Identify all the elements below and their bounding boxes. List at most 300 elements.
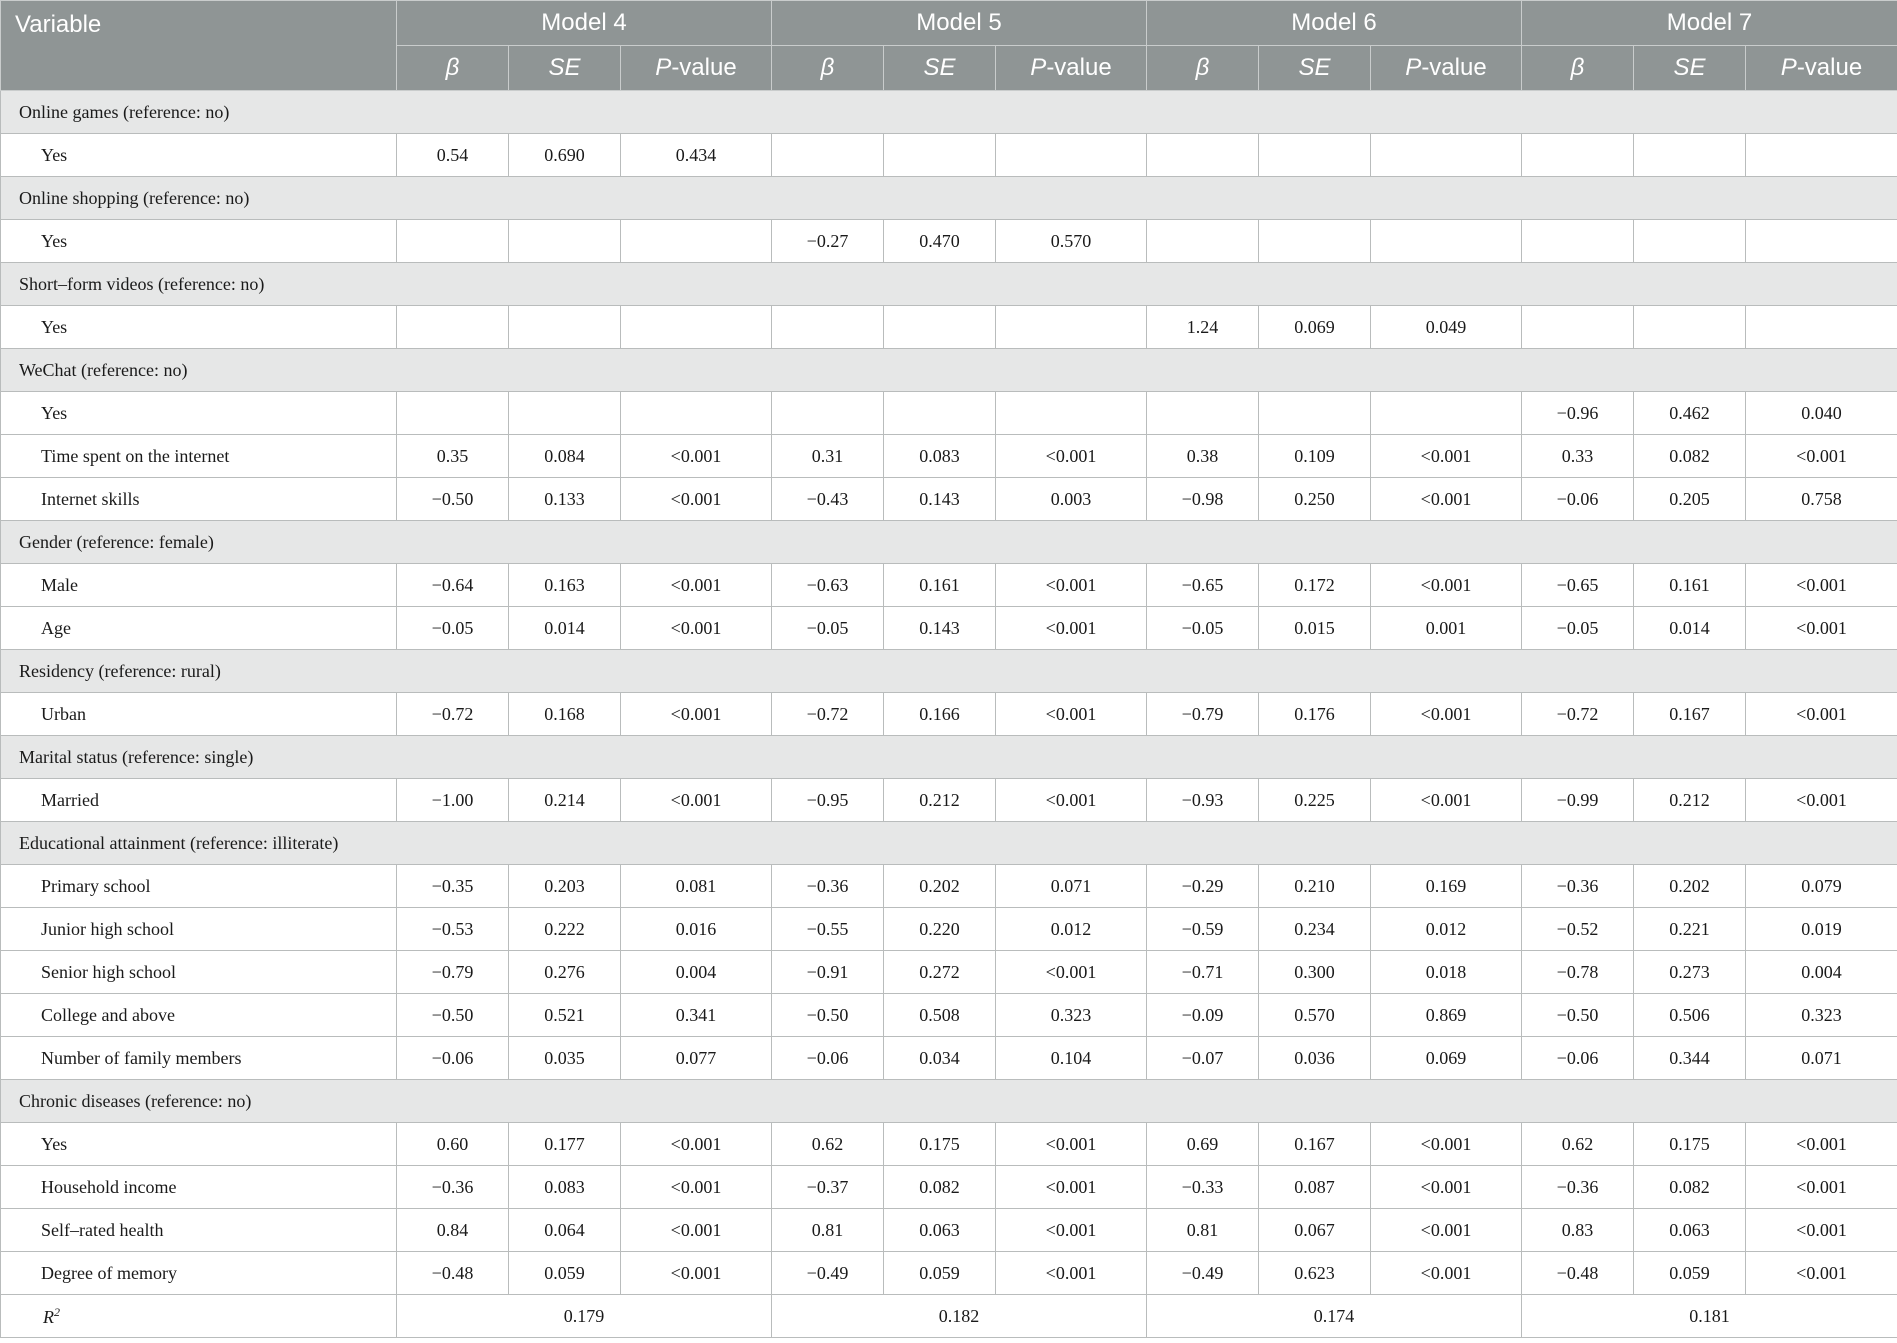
table-cell bbox=[1634, 220, 1746, 263]
table-cell: −0.43 bbox=[772, 478, 884, 521]
table-cell: <0.001 bbox=[996, 1123, 1147, 1166]
table-cell: 0.168 bbox=[509, 693, 621, 736]
table-cell: 0.623 bbox=[1259, 1252, 1371, 1295]
table-cell: <0.001 bbox=[1371, 1123, 1522, 1166]
table-cell: 0.300 bbox=[1259, 951, 1371, 994]
table-cell: <0.001 bbox=[1371, 693, 1522, 736]
stat-header: SE bbox=[509, 46, 621, 91]
table-cell bbox=[509, 392, 621, 435]
table-cell: 0.069 bbox=[1259, 306, 1371, 349]
table-cell bbox=[1147, 220, 1259, 263]
table-cell: 0.203 bbox=[509, 865, 621, 908]
table-cell: −0.05 bbox=[1522, 607, 1634, 650]
r-squared-superscript: 2 bbox=[54, 1304, 60, 1319]
row-label: Yes bbox=[1, 134, 397, 177]
table-cell: −0.06 bbox=[772, 1037, 884, 1080]
table-row bbox=[1, 306, 1897, 349]
table-cell: <0.001 bbox=[996, 1166, 1147, 1209]
table-cell: 0.212 bbox=[1634, 779, 1746, 822]
table-cell: 0.221 bbox=[1634, 908, 1746, 951]
table-cell bbox=[1522, 306, 1634, 349]
table-cell: 0.004 bbox=[1746, 951, 1897, 994]
table-cell: 0.869 bbox=[1371, 994, 1522, 1037]
table-cell: −0.05 bbox=[397, 607, 509, 650]
r-squared-row bbox=[1, 1295, 1897, 1338]
table-cell bbox=[1371, 220, 1522, 263]
table-row bbox=[1, 908, 1897, 951]
table-cell: <0.001 bbox=[996, 435, 1147, 478]
table-cell: 0.81 bbox=[1147, 1209, 1259, 1252]
table-cell: −0.37 bbox=[772, 1166, 884, 1209]
table-cell: −0.98 bbox=[1147, 478, 1259, 521]
table-cell: <0.001 bbox=[1746, 1209, 1897, 1252]
table-cell: 0.69 bbox=[1147, 1123, 1259, 1166]
table-cell: <0.001 bbox=[996, 693, 1147, 736]
table-cell: 0.082 bbox=[884, 1166, 996, 1209]
table-cell: <0.001 bbox=[621, 693, 772, 736]
r-squared-value: 0.181 bbox=[1522, 1295, 1897, 1338]
section-label: WeChat (reference: no) bbox=[1, 349, 1897, 392]
table-row bbox=[1, 1252, 1897, 1295]
table-cell: 0.082 bbox=[1634, 1166, 1746, 1209]
section-row bbox=[1, 736, 1897, 779]
table-cell bbox=[509, 220, 621, 263]
table-cell bbox=[621, 392, 772, 435]
table-cell: −0.63 bbox=[772, 564, 884, 607]
table-cell: <0.001 bbox=[996, 1209, 1147, 1252]
table-cell: <0.001 bbox=[621, 607, 772, 650]
table-cell: <0.001 bbox=[1746, 1166, 1897, 1209]
table-cell: 0.344 bbox=[1634, 1037, 1746, 1080]
table-cell: 0.54 bbox=[397, 134, 509, 177]
table-row bbox=[1, 607, 1897, 650]
table-cell: 0.33 bbox=[1522, 435, 1634, 478]
table-row bbox=[1, 220, 1897, 263]
table-cell: 0.202 bbox=[1634, 865, 1746, 908]
table-cell bbox=[884, 134, 996, 177]
table-cell: 0.012 bbox=[1371, 908, 1522, 951]
section-label: Short–form videos (reference: no) bbox=[1, 263, 1897, 306]
table-cell: 0.084 bbox=[509, 435, 621, 478]
section-row bbox=[1, 1080, 1897, 1123]
section-label: Marital status (reference: single) bbox=[1, 736, 1897, 779]
table-cell: 0.272 bbox=[884, 951, 996, 994]
table-cell: 0.059 bbox=[509, 1252, 621, 1295]
r-squared-label bbox=[1, 1295, 397, 1338]
table-cell: 0.222 bbox=[509, 908, 621, 951]
table-cell: 0.434 bbox=[621, 134, 772, 177]
table-cell: 0.001 bbox=[1371, 607, 1522, 650]
table-cell: 0.143 bbox=[884, 607, 996, 650]
table-cell: 0.276 bbox=[509, 951, 621, 994]
table-cell: −0.65 bbox=[1522, 564, 1634, 607]
row-label: Number of family members bbox=[1, 1037, 397, 1080]
table-cell: −0.36 bbox=[397, 1166, 509, 1209]
table-cell bbox=[1259, 220, 1371, 263]
table-cell: 0.071 bbox=[996, 865, 1147, 908]
table-cell: 0.077 bbox=[621, 1037, 772, 1080]
table-cell bbox=[1522, 220, 1634, 263]
table-cell: 0.104 bbox=[996, 1037, 1147, 1080]
table-cell bbox=[1634, 134, 1746, 177]
table-cell: <0.001 bbox=[1746, 607, 1897, 650]
table-row bbox=[1, 1123, 1897, 1166]
table-cell bbox=[772, 306, 884, 349]
table-cell: 0.175 bbox=[1634, 1123, 1746, 1166]
table-cell: 0.069 bbox=[1371, 1037, 1522, 1080]
table-row bbox=[1, 392, 1897, 435]
table-cell: <0.001 bbox=[996, 607, 1147, 650]
table-cell bbox=[621, 220, 772, 263]
table-cell: −0.72 bbox=[397, 693, 509, 736]
table-cell: −0.48 bbox=[397, 1252, 509, 1295]
table-cell: <0.001 bbox=[621, 779, 772, 822]
table-cell: 0.690 bbox=[509, 134, 621, 177]
table-cell: 0.220 bbox=[884, 908, 996, 951]
table-cell: 0.034 bbox=[884, 1037, 996, 1080]
section-row bbox=[1, 521, 1897, 564]
table-cell bbox=[1259, 392, 1371, 435]
table-cell: 0.063 bbox=[884, 1209, 996, 1252]
table-cell: 0.506 bbox=[1634, 994, 1746, 1037]
table-cell bbox=[397, 220, 509, 263]
row-label: Time spent on the internet bbox=[1, 435, 397, 478]
section-row bbox=[1, 650, 1897, 693]
table-cell: <0.001 bbox=[1371, 1166, 1522, 1209]
table-cell: <0.001 bbox=[621, 1252, 772, 1295]
table-cell: 0.016 bbox=[621, 908, 772, 951]
stat-header: β bbox=[397, 46, 509, 91]
table-cell: −0.55 bbox=[772, 908, 884, 951]
table-cell: <0.001 bbox=[621, 564, 772, 607]
table-cell: 0.470 bbox=[884, 220, 996, 263]
table-cell: 0.063 bbox=[1634, 1209, 1746, 1252]
table-cell: −0.78 bbox=[1522, 951, 1634, 994]
model-header: Model 7 bbox=[1522, 1, 1897, 46]
table-cell: −0.48 bbox=[1522, 1252, 1634, 1295]
table-row bbox=[1, 951, 1897, 994]
table-cell bbox=[1147, 392, 1259, 435]
table-cell: −0.36 bbox=[1522, 865, 1634, 908]
table-cell bbox=[884, 392, 996, 435]
table-cell bbox=[884, 306, 996, 349]
stat-header: P-value bbox=[996, 46, 1147, 91]
table-cell: 0.205 bbox=[1634, 478, 1746, 521]
stat-header: β bbox=[772, 46, 884, 91]
section-label: Online shopping (reference: no) bbox=[1, 177, 1897, 220]
table-cell: −0.95 bbox=[772, 779, 884, 822]
table-cell: −0.07 bbox=[1147, 1037, 1259, 1080]
stat-header: β bbox=[1522, 46, 1634, 91]
table-cell: <0.001 bbox=[1371, 1209, 1522, 1252]
table-cell: −0.65 bbox=[1147, 564, 1259, 607]
table-cell bbox=[1522, 134, 1634, 177]
table-cell: −0.06 bbox=[397, 1037, 509, 1080]
table-cell bbox=[772, 134, 884, 177]
table-cell: −0.99 bbox=[1522, 779, 1634, 822]
table-cell: −0.72 bbox=[1522, 693, 1634, 736]
section-label: Online games (reference: no) bbox=[1, 91, 1897, 134]
table-cell: <0.001 bbox=[621, 1209, 772, 1252]
row-label: Male bbox=[1, 564, 397, 607]
table-cell: −0.79 bbox=[397, 951, 509, 994]
table-cell: −0.50 bbox=[397, 478, 509, 521]
table-cell: −0.71 bbox=[1147, 951, 1259, 994]
table-cell: 0.040 bbox=[1746, 392, 1897, 435]
table-row bbox=[1, 994, 1897, 1037]
table-cell bbox=[1147, 134, 1259, 177]
table-cell: <0.001 bbox=[996, 951, 1147, 994]
table-row bbox=[1, 564, 1897, 607]
table-cell: <0.001 bbox=[1746, 779, 1897, 822]
table-cell: <0.001 bbox=[1746, 1123, 1897, 1166]
table-cell: <0.001 bbox=[1371, 435, 1522, 478]
row-label: Degree of memory bbox=[1, 1252, 397, 1295]
table-cell: 0.087 bbox=[1259, 1166, 1371, 1209]
table-cell: 0.083 bbox=[509, 1166, 621, 1209]
table-row bbox=[1, 693, 1897, 736]
table-cell: <0.001 bbox=[996, 779, 1147, 822]
table-cell: −0.96 bbox=[1522, 392, 1634, 435]
table-cell bbox=[996, 134, 1147, 177]
table-cell: <0.001 bbox=[1746, 564, 1897, 607]
table-cell: −0.93 bbox=[1147, 779, 1259, 822]
model-header: Model 6 bbox=[1147, 1, 1522, 46]
stat-header: P-value bbox=[621, 46, 772, 91]
section-row bbox=[1, 263, 1897, 306]
table-cell: −0.05 bbox=[1147, 607, 1259, 650]
table-cell bbox=[1371, 134, 1522, 177]
table-cell: 0.60 bbox=[397, 1123, 509, 1166]
table-cell: 0.083 bbox=[884, 435, 996, 478]
table-cell: <0.001 bbox=[996, 1252, 1147, 1295]
table-cell: <0.001 bbox=[1746, 1252, 1897, 1295]
r-squared-symbol: R bbox=[43, 1306, 54, 1327]
table-cell: 0.84 bbox=[397, 1209, 509, 1252]
table-cell: <0.001 bbox=[1746, 693, 1897, 736]
table-row bbox=[1, 478, 1897, 521]
table-row bbox=[1, 779, 1897, 822]
table-cell: 0.059 bbox=[884, 1252, 996, 1295]
table-cell: 0.62 bbox=[1522, 1123, 1634, 1166]
table-cell: −0.06 bbox=[1522, 478, 1634, 521]
table-cell: −0.50 bbox=[772, 994, 884, 1037]
table-cell: −0.29 bbox=[1147, 865, 1259, 908]
table-cell: 0.018 bbox=[1371, 951, 1522, 994]
table-cell: 0.570 bbox=[996, 220, 1147, 263]
table-cell: −0.72 bbox=[772, 693, 884, 736]
table-cell bbox=[772, 392, 884, 435]
table-cell: −0.59 bbox=[1147, 908, 1259, 951]
table-cell bbox=[996, 392, 1147, 435]
table-row bbox=[1, 1166, 1897, 1209]
table-cell: 0.225 bbox=[1259, 779, 1371, 822]
table-cell: 0.214 bbox=[509, 779, 621, 822]
table-cell: 0.31 bbox=[772, 435, 884, 478]
table-cell: 0.109 bbox=[1259, 435, 1371, 478]
table-cell: −0.33 bbox=[1147, 1166, 1259, 1209]
row-label: Yes bbox=[1, 220, 397, 263]
table-cell: <0.001 bbox=[1371, 564, 1522, 607]
table-cell: −0.52 bbox=[1522, 908, 1634, 951]
section-label: Educational attainment (reference: illiterate) bbox=[1, 822, 1897, 865]
model-header: Model 5 bbox=[772, 1, 1147, 46]
table-row bbox=[1, 1037, 1897, 1080]
table-cell: −0.05 bbox=[772, 607, 884, 650]
table-cell: 0.035 bbox=[509, 1037, 621, 1080]
row-label: Internet skills bbox=[1, 478, 397, 521]
row-label: College and above bbox=[1, 994, 397, 1037]
table-cell: −0.09 bbox=[1147, 994, 1259, 1037]
table-cell: −0.53 bbox=[397, 908, 509, 951]
section-row bbox=[1, 822, 1897, 865]
table-cell: 0.004 bbox=[621, 951, 772, 994]
table-cell: 0.341 bbox=[621, 994, 772, 1037]
table-cell: <0.001 bbox=[1371, 478, 1522, 521]
table-cell bbox=[1746, 306, 1897, 349]
table-cell: 0.143 bbox=[884, 478, 996, 521]
table-cell: 0.082 bbox=[1634, 435, 1746, 478]
row-label: Yes bbox=[1, 392, 397, 435]
stat-header: P-value bbox=[1746, 46, 1897, 91]
table-cell: 0.234 bbox=[1259, 908, 1371, 951]
table-cell: 0.014 bbox=[509, 607, 621, 650]
row-label: Primary school bbox=[1, 865, 397, 908]
table-cell bbox=[1259, 134, 1371, 177]
table-cell: −0.50 bbox=[1522, 994, 1634, 1037]
table-cell: 1.24 bbox=[1147, 306, 1259, 349]
row-label: Married bbox=[1, 779, 397, 822]
table-cell bbox=[397, 392, 509, 435]
table-cell: 0.133 bbox=[509, 478, 621, 521]
table-cell: 0.323 bbox=[1746, 994, 1897, 1037]
table-cell: 0.059 bbox=[1634, 1252, 1746, 1295]
r-squared-value: 0.182 bbox=[772, 1295, 1147, 1338]
table-cell: 0.250 bbox=[1259, 478, 1371, 521]
table-cell bbox=[996, 306, 1147, 349]
table-cell: −0.91 bbox=[772, 951, 884, 994]
stat-header: β bbox=[1147, 46, 1259, 91]
table-cell: −0.35 bbox=[397, 865, 509, 908]
table-cell: 0.210 bbox=[1259, 865, 1371, 908]
stat-header: SE bbox=[1259, 46, 1371, 91]
table-cell: −1.00 bbox=[397, 779, 509, 822]
section-row bbox=[1, 91, 1897, 134]
stat-header: P-value bbox=[1371, 46, 1522, 91]
table-cell: 0.036 bbox=[1259, 1037, 1371, 1080]
table-cell: 0.273 bbox=[1634, 951, 1746, 994]
table-cell bbox=[1746, 134, 1897, 177]
table-cell: −0.50 bbox=[397, 994, 509, 1037]
section-label: Residency (reference: rural) bbox=[1, 650, 1897, 693]
table-cell: −0.36 bbox=[772, 865, 884, 908]
table-cell: <0.001 bbox=[621, 435, 772, 478]
table-cell: 0.081 bbox=[621, 865, 772, 908]
table-cell: <0.001 bbox=[621, 1166, 772, 1209]
row-label: Yes bbox=[1, 1123, 397, 1166]
row-label: Self–rated health bbox=[1, 1209, 397, 1252]
table-cell: 0.81 bbox=[772, 1209, 884, 1252]
table-cell: <0.001 bbox=[1746, 435, 1897, 478]
table-cell: 0.166 bbox=[884, 693, 996, 736]
table-cell: −0.27 bbox=[772, 220, 884, 263]
table-cell bbox=[1371, 392, 1522, 435]
table-cell: −0.49 bbox=[1147, 1252, 1259, 1295]
stat-header: SE bbox=[884, 46, 996, 91]
table-cell bbox=[621, 306, 772, 349]
table-cell: 0.175 bbox=[884, 1123, 996, 1166]
row-label: Age bbox=[1, 607, 397, 650]
table-cell: 0.508 bbox=[884, 994, 996, 1037]
table-cell: 0.462 bbox=[1634, 392, 1746, 435]
table-cell: 0.35 bbox=[397, 435, 509, 478]
table-cell: 0.079 bbox=[1746, 865, 1897, 908]
r-squared-value: 0.179 bbox=[397, 1295, 772, 1338]
table-cell: 0.163 bbox=[509, 564, 621, 607]
table-cell: 0.212 bbox=[884, 779, 996, 822]
table-cell: <0.001 bbox=[1371, 1252, 1522, 1295]
table-cell: 0.161 bbox=[1634, 564, 1746, 607]
table-cell: 0.019 bbox=[1746, 908, 1897, 951]
table-cell: 0.202 bbox=[884, 865, 996, 908]
stat-header: SE bbox=[1634, 46, 1746, 91]
section-label: Gender (reference: female) bbox=[1, 521, 1897, 564]
table-cell: 0.049 bbox=[1371, 306, 1522, 349]
table-cell: 0.176 bbox=[1259, 693, 1371, 736]
table-cell: 0.015 bbox=[1259, 607, 1371, 650]
table-cell: −0.79 bbox=[1147, 693, 1259, 736]
table-row bbox=[1, 1209, 1897, 1252]
section-label: Chronic diseases (reference: no) bbox=[1, 1080, 1897, 1123]
table-cell: 0.012 bbox=[996, 908, 1147, 951]
table-cell: 0.521 bbox=[509, 994, 621, 1037]
table-cell bbox=[509, 306, 621, 349]
table-cell: 0.323 bbox=[996, 994, 1147, 1037]
table-cell: 0.83 bbox=[1522, 1209, 1634, 1252]
table-cell: 0.172 bbox=[1259, 564, 1371, 607]
table-row bbox=[1, 865, 1897, 908]
table-cell: 0.570 bbox=[1259, 994, 1371, 1037]
table-cell: 0.169 bbox=[1371, 865, 1522, 908]
r-squared-value: 0.174 bbox=[1147, 1295, 1522, 1338]
table-cell: 0.067 bbox=[1259, 1209, 1371, 1252]
table-cell bbox=[1634, 306, 1746, 349]
table-cell: −0.64 bbox=[397, 564, 509, 607]
table-cell: 0.003 bbox=[996, 478, 1147, 521]
table-cell: <0.001 bbox=[1371, 779, 1522, 822]
section-row bbox=[1, 349, 1897, 392]
table-row bbox=[1, 435, 1897, 478]
table-cell: 0.071 bbox=[1746, 1037, 1897, 1080]
table-cell: <0.001 bbox=[621, 1123, 772, 1166]
table-cell: <0.001 bbox=[621, 478, 772, 521]
table-cell bbox=[1746, 220, 1897, 263]
row-label: Household income bbox=[1, 1166, 397, 1209]
row-label: Junior high school bbox=[1, 908, 397, 951]
table-cell: −0.36 bbox=[1522, 1166, 1634, 1209]
table-cell: 0.167 bbox=[1634, 693, 1746, 736]
section-row bbox=[1, 177, 1897, 220]
table-cell bbox=[397, 306, 509, 349]
row-label: Yes bbox=[1, 306, 397, 349]
table-cell: <0.001 bbox=[996, 564, 1147, 607]
table-cell: 0.167 bbox=[1259, 1123, 1371, 1166]
table-row bbox=[1, 134, 1897, 177]
row-label: Senior high school bbox=[1, 951, 397, 994]
table-cell: 0.758 bbox=[1746, 478, 1897, 521]
variable-header: Variable bbox=[1, 1, 397, 91]
row-label: Urban bbox=[1, 693, 397, 736]
